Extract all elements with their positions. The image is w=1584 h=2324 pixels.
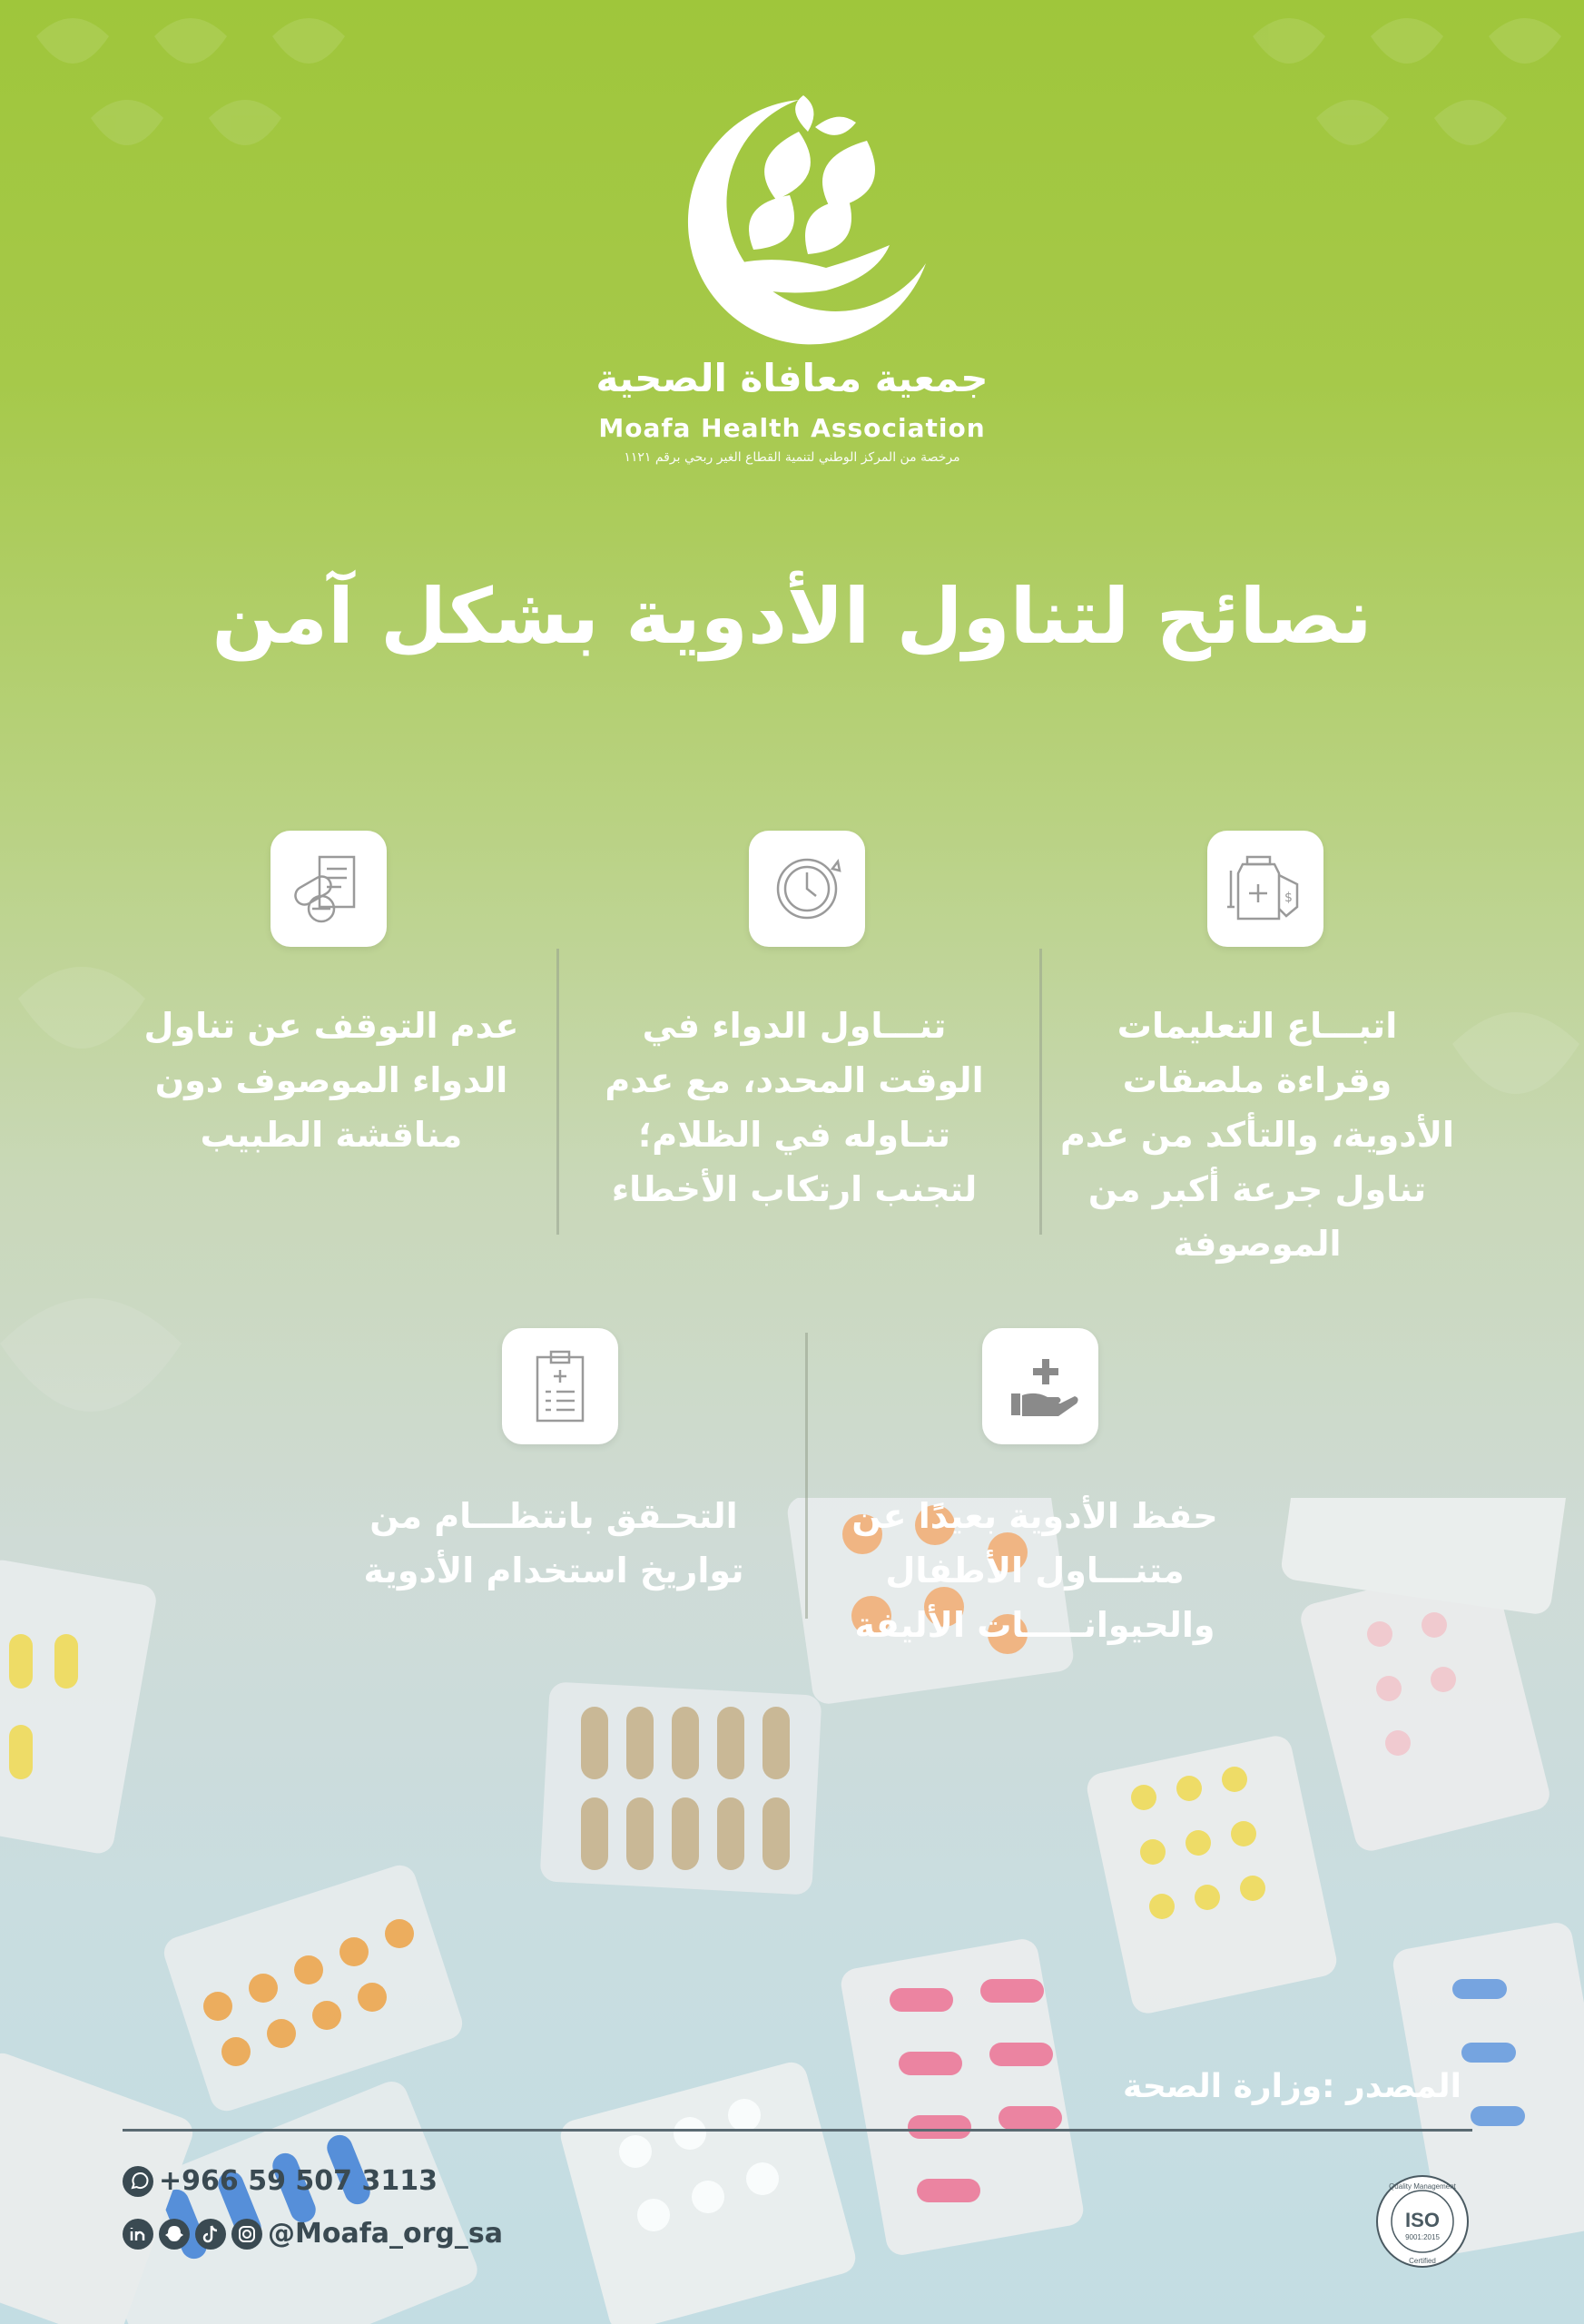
iso-certification-badge	[1375, 2174, 1471, 2270]
social-handle[interactable]: @Moafa_org_sa	[268, 2218, 503, 2250]
snapchat-icon[interactable]	[159, 2219, 190, 2250]
divider	[1039, 949, 1042, 1235]
iso-badge-number: 9001:2015	[1405, 2233, 1440, 2241]
tiktok-icon[interactable]	[195, 2219, 226, 2250]
iso-badge-mark: ISO	[1405, 2209, 1440, 2231]
moafa-logo	[663, 91, 962, 354]
organization-name-english: Moafa Health Association	[598, 413, 986, 443]
whatsapp-icon[interactable]	[123, 2166, 153, 2197]
linkedin-icon[interactable]	[123, 2219, 153, 2250]
instagram-icon[interactable]	[231, 2219, 262, 2250]
iso-badge-top-text: Quality Management	[1389, 2182, 1456, 2191]
svg-text:$: $	[1284, 891, 1293, 905]
footer-divider	[123, 2129, 1472, 2132]
organization-license: مرخصة من المركز الوطني لتنمية القطاع الغير ربحي برقم ١١٢١	[624, 450, 960, 465]
social-contact	[123, 2218, 503, 2250]
pills-prescription-icon	[283, 843, 374, 934]
tip-2-icon-box	[749, 831, 865, 947]
medicine-blister-background	[0, 1498, 1584, 2324]
divider	[805, 1333, 808, 1619]
tip-3-text: عدم التوقف عن تناول الدواء الموصوف دون مناقشة الطبيب	[143, 1006, 519, 1155]
tip-2-text: تنـــاول الدواء في الوقت المحدد، مع عدم تنـاوله في الظلام؛ لتجنب ارتكاب الأخطاء	[605, 1006, 984, 1209]
tip-3-icon-box	[271, 831, 387, 947]
tip-5-text: التحـقق بانتظـــام من تواريخ استخدام الأدوية	[363, 1496, 744, 1590]
tip-4-icon-box	[982, 1328, 1098, 1444]
hand-care-icon	[995, 1341, 1086, 1432]
phone-number[interactable]: +966 59 507 3113	[159, 2165, 438, 2197]
clock-icon	[762, 843, 852, 934]
phone-contact	[123, 2165, 438, 2197]
organization-name-arabic: جمعية معافاة الصحية	[595, 356, 989, 400]
tip-5-icon-box	[502, 1328, 618, 1444]
tip-4-text: حفظ الأدوية بعيدًا عن متنـــاول الأطفال والحيوانـــــات الأليفة	[851, 1496, 1218, 1645]
tip-1-text: اتبـــاع التعليمات وقراءة ملصقات الأدوية، والتأكد من عدم تناول جرعة أكبر من الموصوفة	[1059, 1006, 1455, 1264]
tip-1-icon-box	[1207, 831, 1323, 947]
clipboard-medical-icon	[515, 1341, 605, 1432]
iso-badge-bottom-text: Certified	[1409, 2257, 1436, 2265]
page-title: نصائح لتناول الأدوية بشكل آمن	[212, 572, 1372, 661]
medicine-bottle-icon	[1220, 843, 1311, 934]
divider	[556, 949, 559, 1235]
source-note: المصدر :وزارة الصحة	[1123, 2068, 1461, 2105]
